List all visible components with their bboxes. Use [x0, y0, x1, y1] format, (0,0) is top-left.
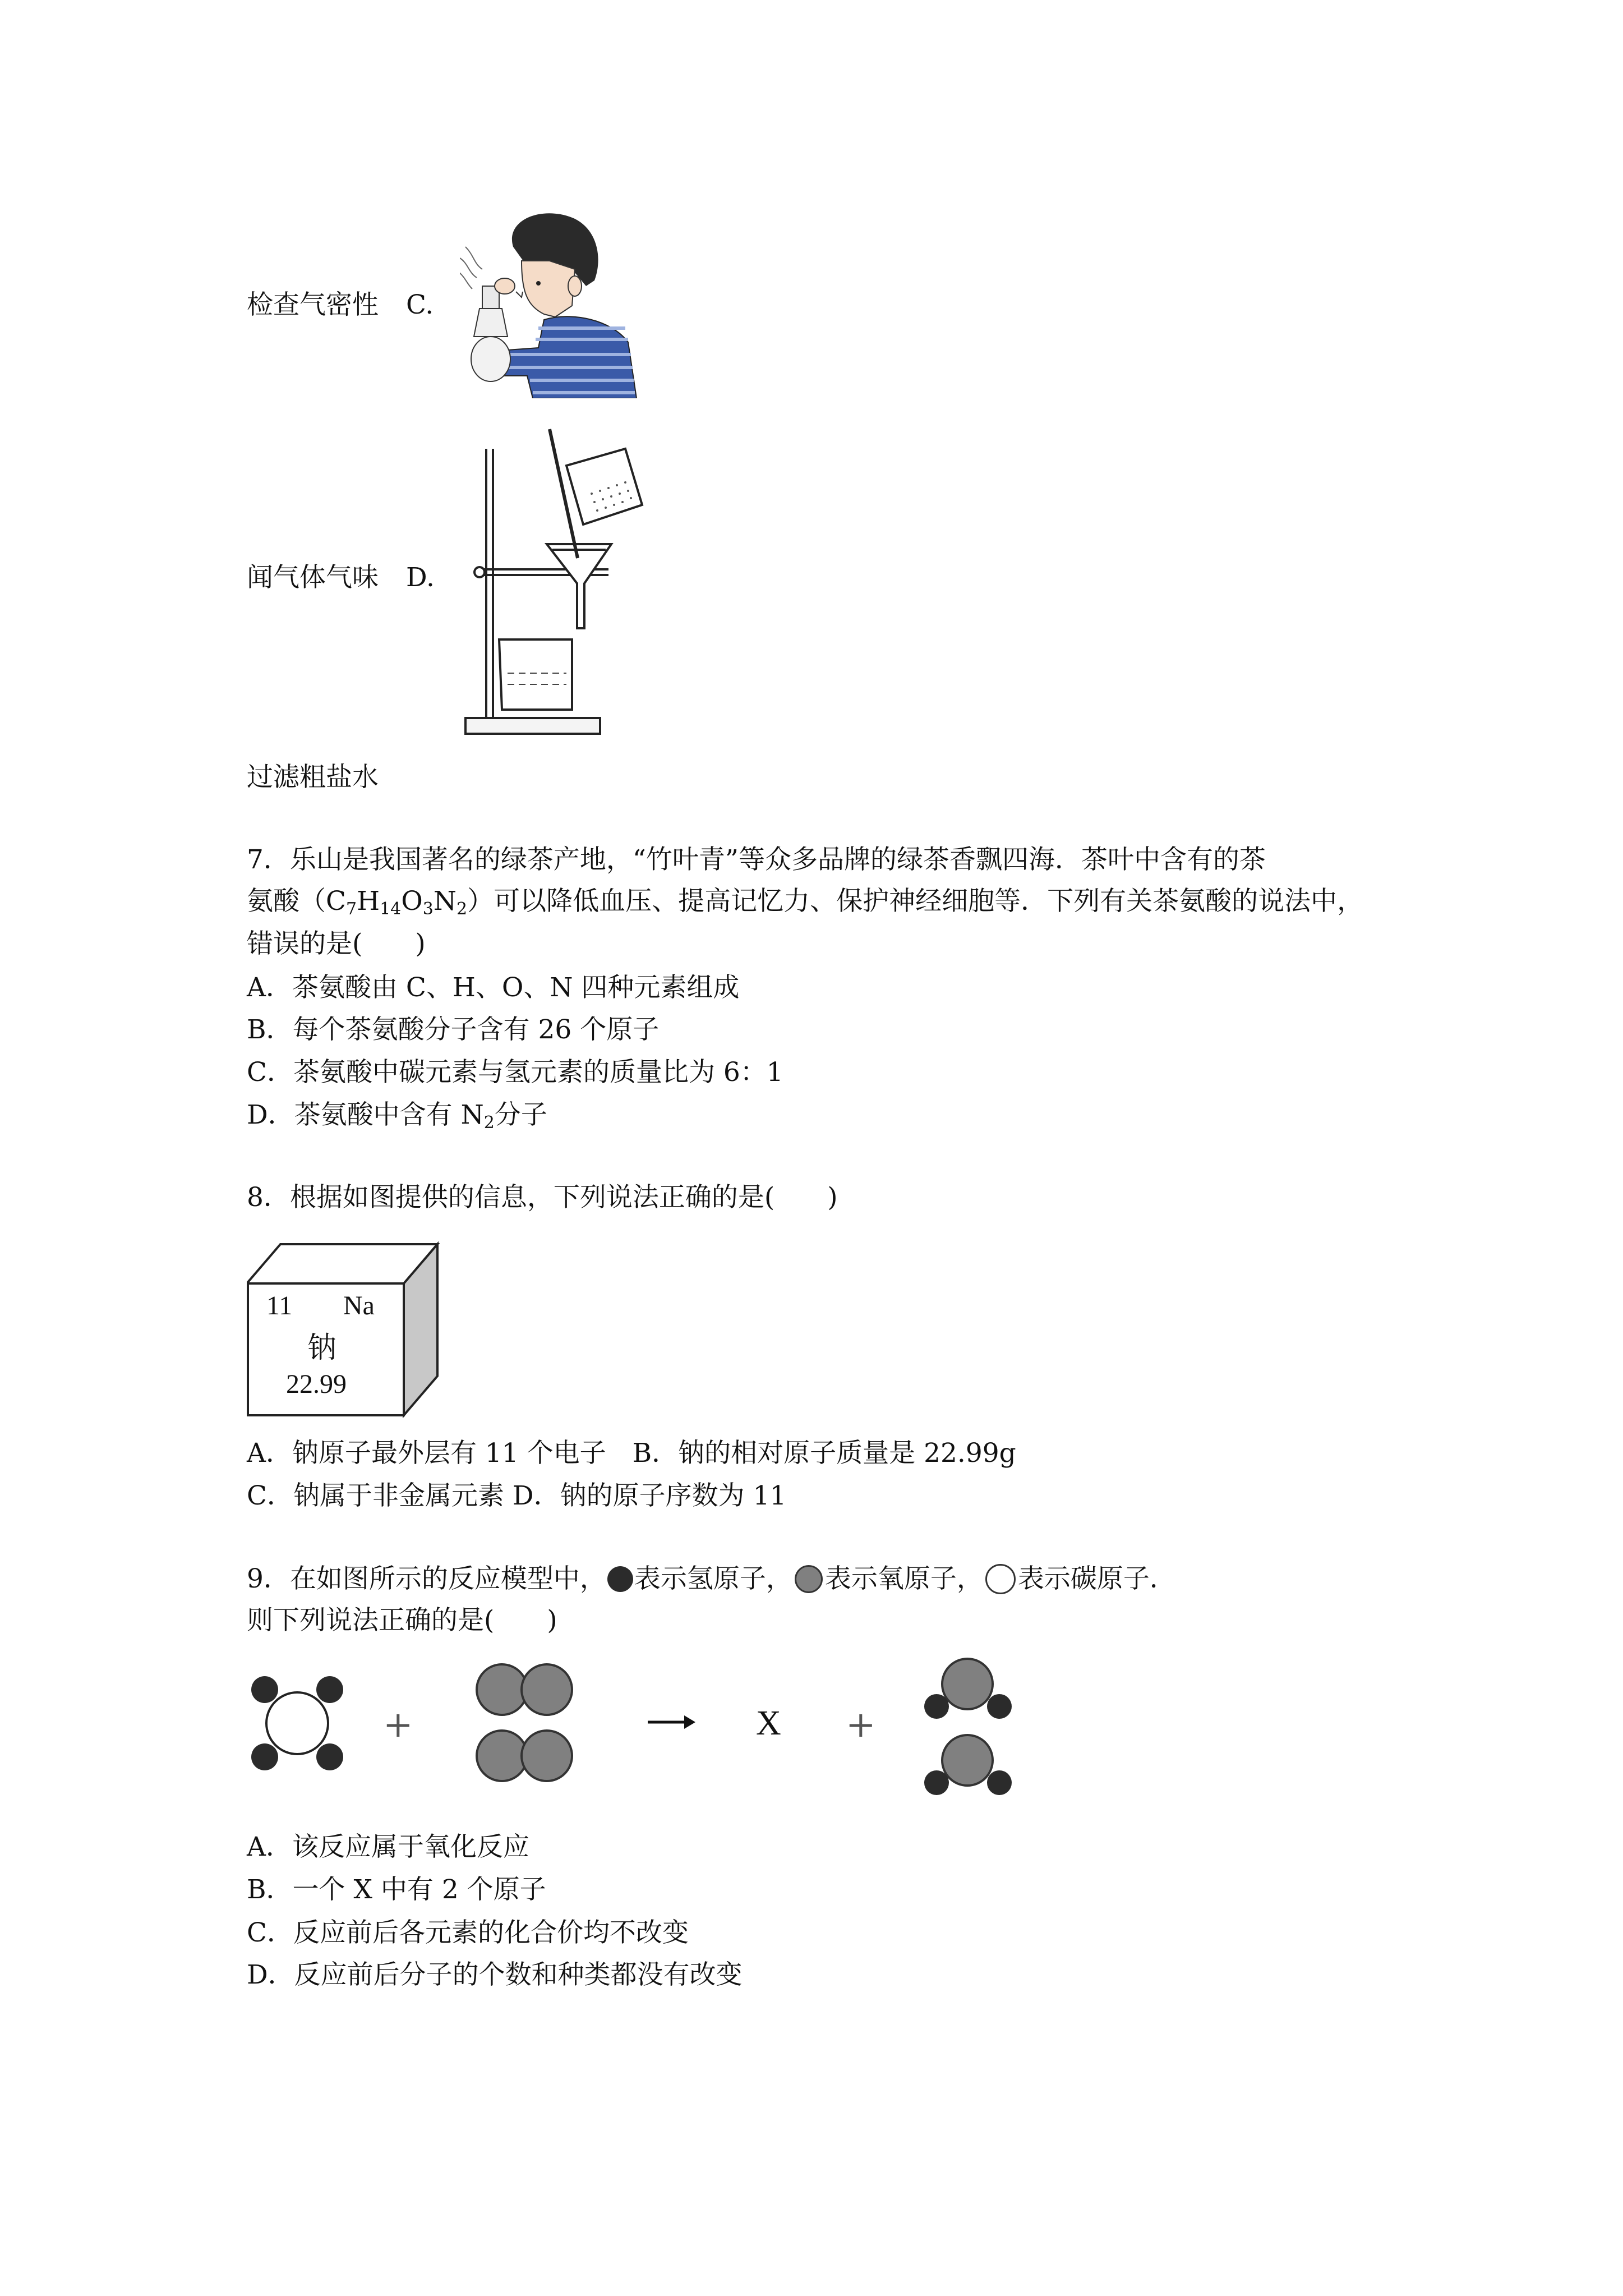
hydrogen-legend-text: 表示氢原子， [634, 1563, 792, 1594]
reaction-plus-1: + [383, 1704, 413, 1746]
option-d-subscript: 2 [483, 1113, 495, 1133]
formula-h: H [357, 886, 380, 917]
q7-stem-rest: ）可以降低血压、提高记忆力、保护神经细胞等．下列有关茶氨酸的说法中， [467, 886, 1364, 917]
water-molecule-1 [924, 1659, 1012, 1719]
carbon-legend-text: 表示碳原子． [1017, 1563, 1176, 1594]
q7-option-c: C．茶氨酸中碳元素与氢元素的质量比为 6：1 [247, 1057, 783, 1088]
q9-option-a: A．该反应属于氧化反应 [247, 1832, 529, 1862]
element-mass: 22.99 [286, 1369, 347, 1399]
q7-stem-line3: 错误的是( ) [247, 928, 426, 959]
periodic-element-box [247, 1239, 443, 1418]
q8-options-row1: A．钠原子最外层有 11 个电子 B．钠的相对原子质量是 22.99g [247, 1438, 1016, 1469]
hydrogen-legend-icon [607, 1566, 633, 1592]
boy-smelling-illustration [460, 208, 645, 398]
q9-stem-line1 [247, 1562, 1176, 1596]
formula-sub-c: 7 [345, 899, 357, 919]
formula-o: O [401, 886, 423, 917]
option-d-prefix: D．茶氨酸中含有 N [247, 1099, 484, 1130]
q8-options-row2: C．钠属于非金属元素 D．钠的原子序数为 11 [247, 1480, 787, 1511]
caption-text: 闻气体气味 [247, 562, 379, 593]
element-number: 11 [266, 1291, 293, 1320]
oxygen-legend-text: 表示氧原子， [824, 1563, 983, 1594]
formula-sub-n: 2 [457, 899, 468, 919]
carbon-legend-icon [985, 1564, 1016, 1594]
option-d-caption [247, 561, 435, 595]
q7-option-a: A．茶氨酸由 C、H、O、N 四种元素组成 [247, 972, 740, 1003]
reaction-plus-2: + [846, 1704, 876, 1746]
q7-option-d [247, 1098, 547, 1132]
q8-stem: 8．根据如图提供的信息，下列说法正确的是( ) [247, 1182, 838, 1213]
formula-n: N [433, 886, 457, 917]
option-d-suffix: 分子 [494, 1099, 547, 1130]
option-c-letter: C. [405, 289, 434, 320]
q9-stem-line2: 则下列说法正确的是( ) [247, 1605, 557, 1636]
reaction-model-diagram [247, 1655, 1043, 1812]
option-d-letter: D. [405, 562, 435, 593]
water-molecule-2 [924, 1735, 1012, 1795]
caption-text: 检查气密性 [247, 289, 379, 320]
filtration-caption: 过滤粗盐水 [247, 762, 379, 793]
reaction-product-x: X [756, 1704, 781, 1742]
q7-stem-line2 [247, 885, 1363, 918]
formula-sub-o: 3 [422, 899, 434, 919]
reaction-arrow-label [649, 1704, 650, 1738]
element-name: 钠 [307, 1331, 337, 1365]
q7-option-b: B．每个茶氨酸分子含有 26 个原子 [247, 1014, 660, 1045]
oxygen-legend-icon [795, 1565, 823, 1593]
element-symbol: Na [343, 1291, 375, 1320]
q9-option-c: C．反应前后各元素的化合价均不改变 [247, 1917, 689, 1948]
methane-molecule [251, 1676, 343, 1770]
q9-option-d: D．反应前后分子的个数和种类都没有改变 [247, 1959, 743, 1990]
q7-stem-line1: 7．乐山是我国著名的绿茶产地，“竹叶青”等众多品牌的绿茶香飘四海．茶叶中含有的茶 [247, 844, 1266, 875]
oxygen-molecules [477, 1664, 572, 1781]
formula-sub-h: 14 [380, 899, 402, 919]
q9-stem-prefix: 9．在如图所示的反应模型中， [247, 1563, 606, 1594]
q9-option-b: B．一个 X 中有 2 个原子 [247, 1874, 546, 1905]
q7-formula-prefix: 氨酸（C [247, 886, 346, 917]
option-c-caption [247, 288, 434, 322]
filtration-apparatus-illustration [457, 426, 659, 740]
